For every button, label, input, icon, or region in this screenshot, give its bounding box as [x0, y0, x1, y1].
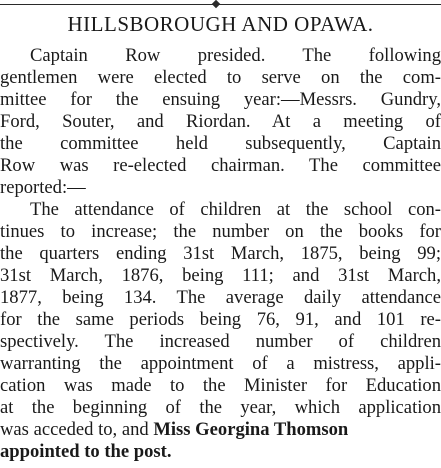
- paragraph-line: mittee for the ensuing year:—Messrs. Gundry,: [0, 89, 441, 110]
- paragraph-line-final: appointed to the post.: [0, 441, 172, 462]
- article-headline: HILLSBOROUGH AND OPAWA.: [67, 12, 374, 36]
- diamond-ornament-icon: [212, 0, 220, 8]
- paragraph-line: tinues to increase; the number on the books for: [0, 221, 441, 242]
- paragraph-line: Captain Row presided. The following: [30, 45, 441, 66]
- top-rule-line: [0, 4, 441, 5]
- paragraph-line: Row was re-elected chairman. The committee: [0, 155, 441, 176]
- paragraph-line: at the beginning of the year, which application: [0, 397, 441, 418]
- paragraph-line: for the same periods being 76, 91, and 101 re-: [0, 309, 441, 330]
- top-rule-ornament: [0, 0, 441, 8]
- paragraph-line: 1877, being 134. The average daily attendance: [0, 287, 441, 308]
- line-text: was acceded to, and: [0, 419, 149, 440]
- paragraph-line: the quarters ending 31st March, 1875, being 99;: [0, 243, 441, 264]
- paragraph-line: reported:—: [0, 177, 86, 198]
- paragraph-line: spectively. The increased number of children: [0, 331, 441, 352]
- paragraph-line-name: [0, 419, 441, 441]
- paragraph-line: warranting the appointment of a mistress, appli-: [0, 353, 441, 374]
- paragraph-line: the committee held subsequently, Captain: [0, 133, 441, 154]
- paragraph-line: The attendance of children at the school con-: [30, 199, 441, 220]
- paragraph-line: gentlemen were elected to serve on the com-: [0, 67, 441, 88]
- appointee-name: Miss Georgina Thomson: [153, 419, 349, 440]
- paragraph-line: 31st March, 1876, being 111; and 31st March,: [0, 265, 441, 286]
- paragraph-line: Ford, Souter, and Riordan. At a meeting of: [0, 111, 441, 132]
- paragraph-line: cation was made to the Minister for Education: [0, 375, 441, 396]
